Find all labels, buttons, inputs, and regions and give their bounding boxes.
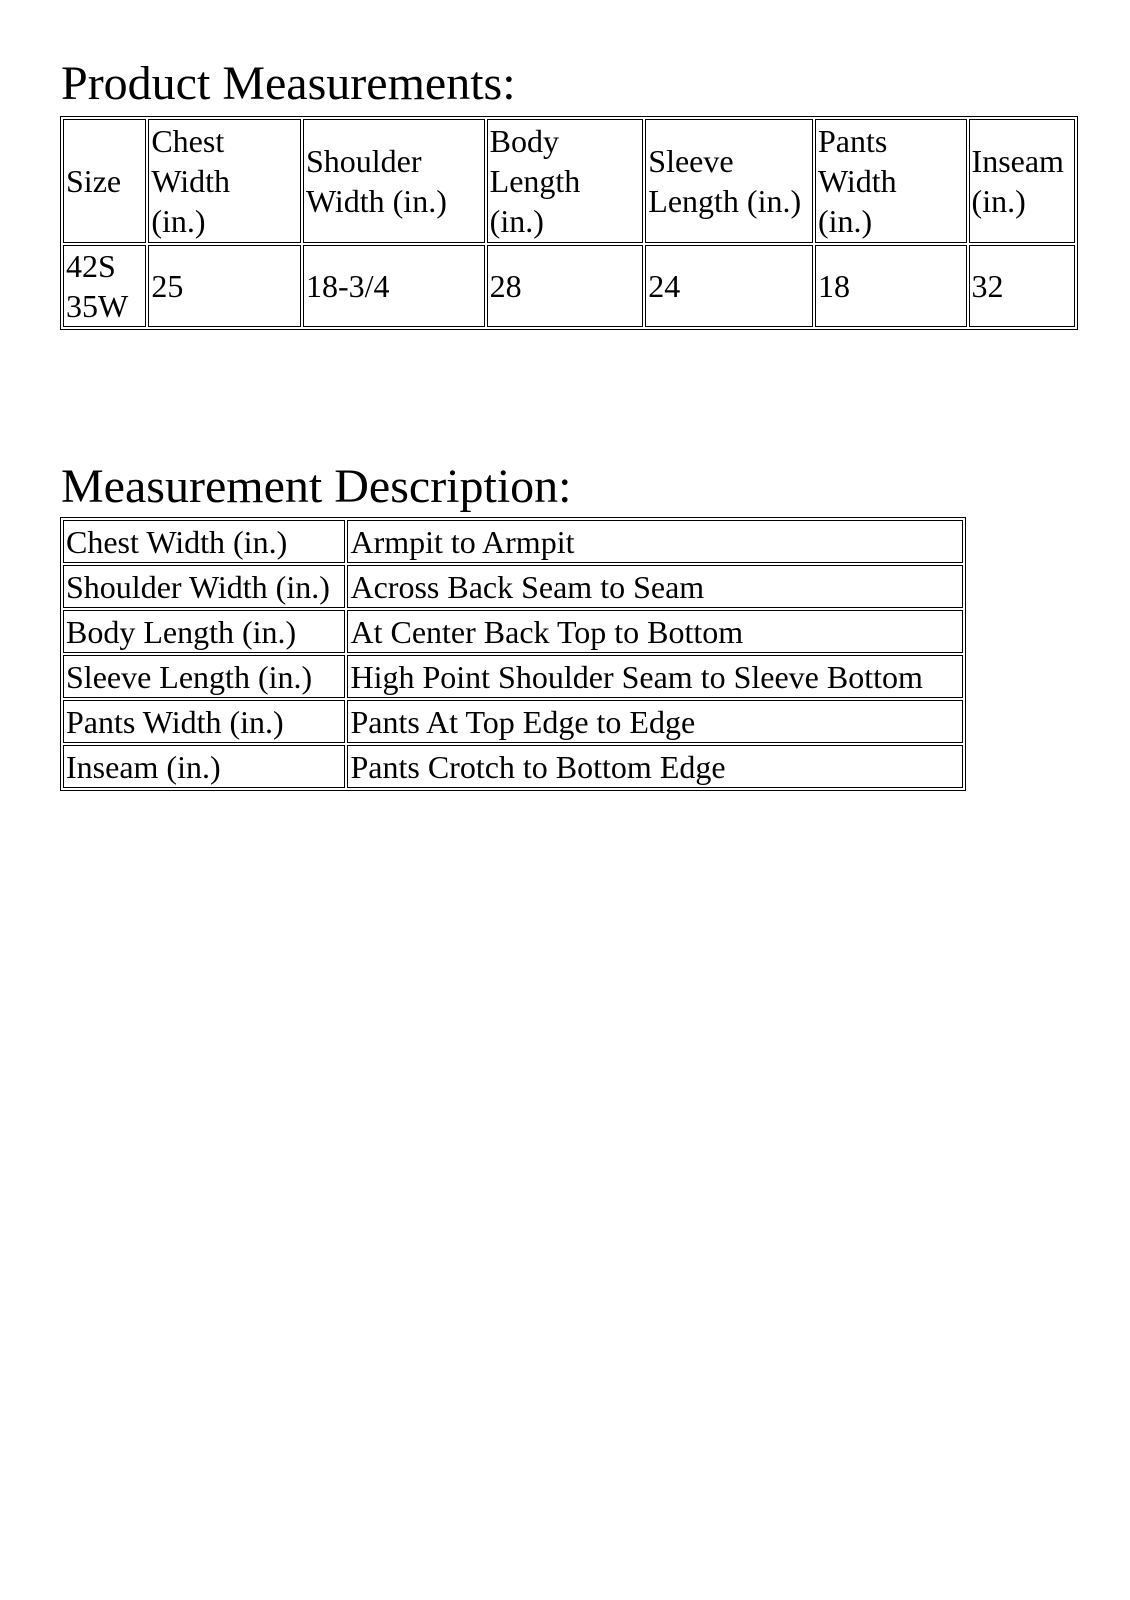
- table-row: [63, 520, 963, 563]
- measurement-description-title: Measurement Description:: [61, 460, 572, 513]
- table-header-row: [63, 119, 1075, 243]
- product-measurements-table: [60, 116, 1078, 330]
- term-cell: Body Length (in.): [63, 610, 345, 653]
- cell-body-length: 28: [487, 245, 644, 327]
- table-row: [63, 700, 963, 743]
- cell-inseam: 32: [969, 245, 1075, 327]
- header-pants-width: Pants Width (in.): [815, 119, 967, 243]
- header-inseam: Inseam (in.): [969, 119, 1075, 243]
- cell-chest-width: 25: [148, 245, 301, 327]
- table-row: [63, 245, 1075, 327]
- term-cell: Pants Width (in.): [63, 700, 345, 743]
- term-cell: Chest Width (in.): [63, 520, 345, 563]
- header-shoulder-width: Shoulder Width (in.): [303, 119, 485, 243]
- table-row: [63, 565, 963, 608]
- header-sleeve-length: Sleeve Length (in.): [645, 119, 813, 243]
- description-cell: Armpit to Armpit: [347, 520, 963, 563]
- header-size: Size: [63, 119, 146, 243]
- header-chest-width: Chest Width (in.): [148, 119, 301, 243]
- description-cell: High Point Shoulder Seam to Sleeve Bottom: [347, 655, 963, 698]
- measurement-description-table: [60, 517, 966, 791]
- product-measurements-title: Product Measurements:: [61, 57, 516, 110]
- cell-size: 42S 35W: [63, 245, 146, 327]
- description-cell: At Center Back Top to Bottom: [347, 610, 963, 653]
- table-row: [63, 610, 963, 653]
- description-cell: Across Back Seam to Seam: [347, 565, 963, 608]
- term-cell: Sleeve Length (in.): [63, 655, 345, 698]
- term-cell: Shoulder Width (in.): [63, 565, 345, 608]
- header-body-length: Body Length (in.): [487, 119, 644, 243]
- cell-pants-width: 18: [815, 245, 967, 327]
- cell-shoulder-width: 18-3/4: [303, 245, 485, 327]
- table-row: [63, 745, 963, 788]
- cell-sleeve-length: 24: [645, 245, 813, 327]
- term-cell: Inseam (in.): [63, 745, 345, 788]
- description-cell: Pants Crotch to Bottom Edge: [347, 745, 963, 788]
- table-row: [63, 655, 963, 698]
- description-cell: Pants At Top Edge to Edge: [347, 700, 963, 743]
